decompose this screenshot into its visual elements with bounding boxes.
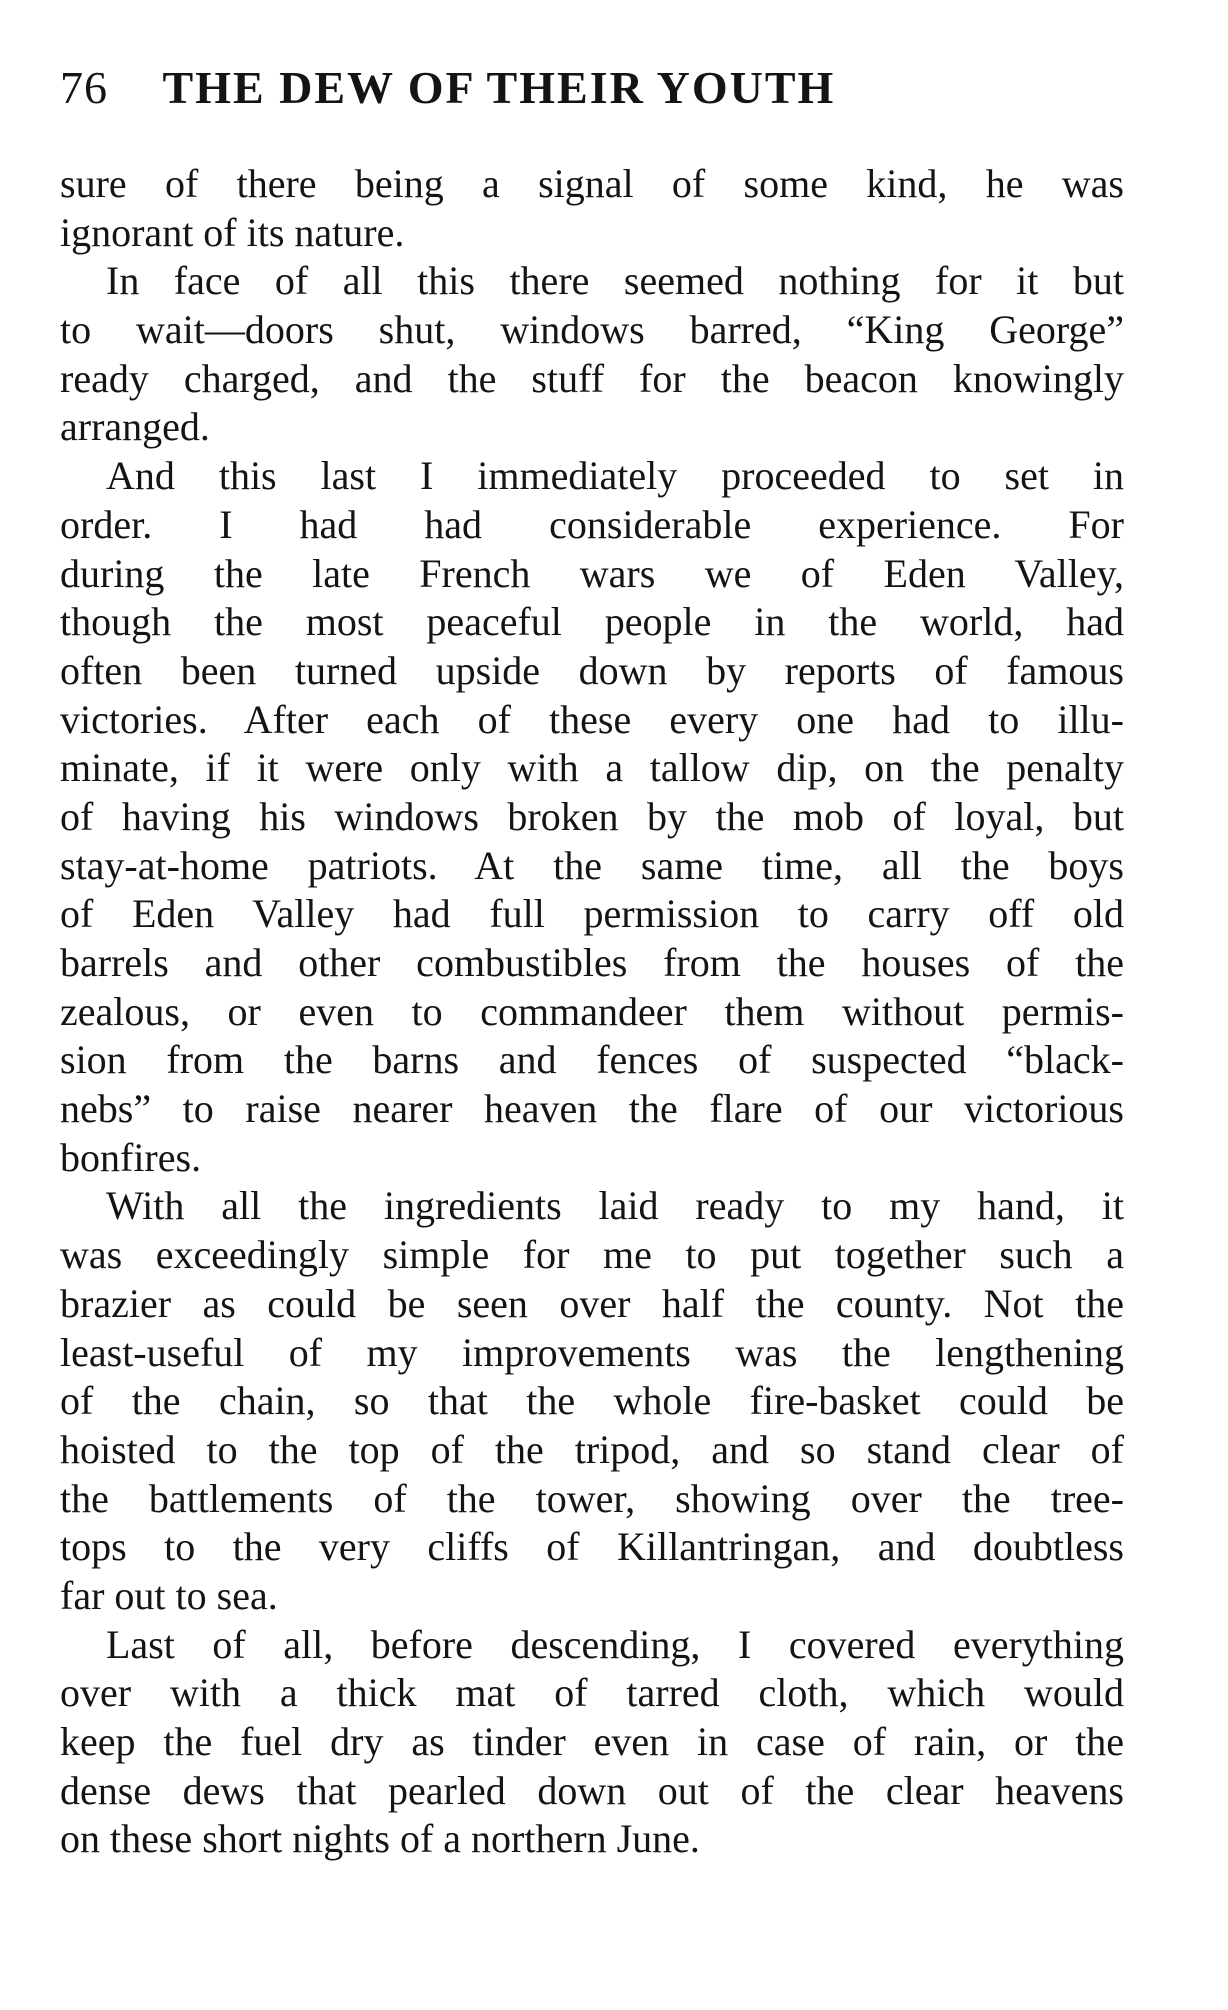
body-text xyxy=(60,160,1124,1864)
text-line: of the chain, so that the whole fire-basket could be xyxy=(60,1378,1124,1424)
text-line: brazier as could be seen over half the county. Not the xyxy=(60,1280,1124,1326)
text-line: zealous, or even to commandeer them without permis- xyxy=(60,988,1124,1034)
text-line: though the most peaceful people in the world, had xyxy=(60,599,1124,645)
text-line: keep the fuel dry as tinder even in case of rain, or the xyxy=(60,1719,1124,1764)
text-line: during the late French wars we of Eden Valley, xyxy=(60,550,1124,596)
running-head xyxy=(60,58,1120,118)
text-line: victories. After each of these every one had to illu- xyxy=(60,696,1124,742)
text-line: barrels and other combustibles from the houses of the xyxy=(60,940,1124,985)
text-line: Last of all, before descending, I covered everything xyxy=(106,1621,1124,1667)
text-line: ignorant of its nature. xyxy=(60,209,405,255)
book-title: THE DEW OF THEIR YOUTH xyxy=(162,62,836,113)
text-line: sion from the barns and fences of suspected “black- xyxy=(60,1037,1124,1083)
text-line: dense dews that pearled down out of the clear heavens xyxy=(60,1767,1124,1813)
text-line: tops to the very cliffs of Killantringan, and doubtless xyxy=(60,1524,1124,1570)
text-line: sure of there being a signal of some kind, he was xyxy=(60,161,1124,206)
text-line: And this last I immediately proceeded to set in xyxy=(106,453,1124,499)
text-line: In face of all this there seemed nothing for it but xyxy=(106,258,1124,304)
text-line: was exceedingly simple for me to put together such a xyxy=(60,1232,1124,1278)
text-line: least-useful of my improvements was the lengthening xyxy=(60,1329,1124,1375)
text-line: order. I had had considerable experience. For xyxy=(60,501,1124,547)
text-line: bonfires. xyxy=(60,1134,202,1180)
text-line: arranged. xyxy=(60,404,210,450)
paragraph xyxy=(60,1621,1124,1864)
paragraph xyxy=(60,452,1124,1182)
text-line: ready charged, and the stuff for the beacon knowingly xyxy=(60,355,1124,401)
paragraph xyxy=(60,257,1124,452)
text-line: minate, if it were only with a tallow dip, on the penalty xyxy=(60,745,1124,791)
text-line: far out to sea. xyxy=(60,1572,278,1618)
text-line: over with a thick mat of tarred cloth, which would xyxy=(60,1670,1124,1716)
text-line: of having his windows broken by the mob of loyal, but xyxy=(60,793,1124,839)
text-line: With all the ingredients laid ready to my hand, it xyxy=(106,1183,1124,1229)
text-line: the battlements of the tower, showing over the tree- xyxy=(60,1475,1124,1521)
text-line: nebs” to raise nearer heaven the flare of our victorious xyxy=(60,1086,1124,1132)
text-line: hoisted to the top of the tripod, and so stand clear of xyxy=(60,1426,1124,1472)
text-line: to wait—doors shut, windows barred, “King George” xyxy=(60,307,1124,353)
text-line: on these short nights of a northern June. xyxy=(60,1816,700,1862)
paragraph xyxy=(60,160,1124,257)
text-line: often been turned upside down by reports of famous xyxy=(60,647,1124,693)
page-number: 76 xyxy=(60,62,108,113)
text-line: stay-at-home patriots. At the same time, all the boys xyxy=(60,842,1124,888)
paragraph xyxy=(60,1182,1124,1620)
text-line: of Eden Valley had full permission to carry off old xyxy=(60,891,1124,937)
